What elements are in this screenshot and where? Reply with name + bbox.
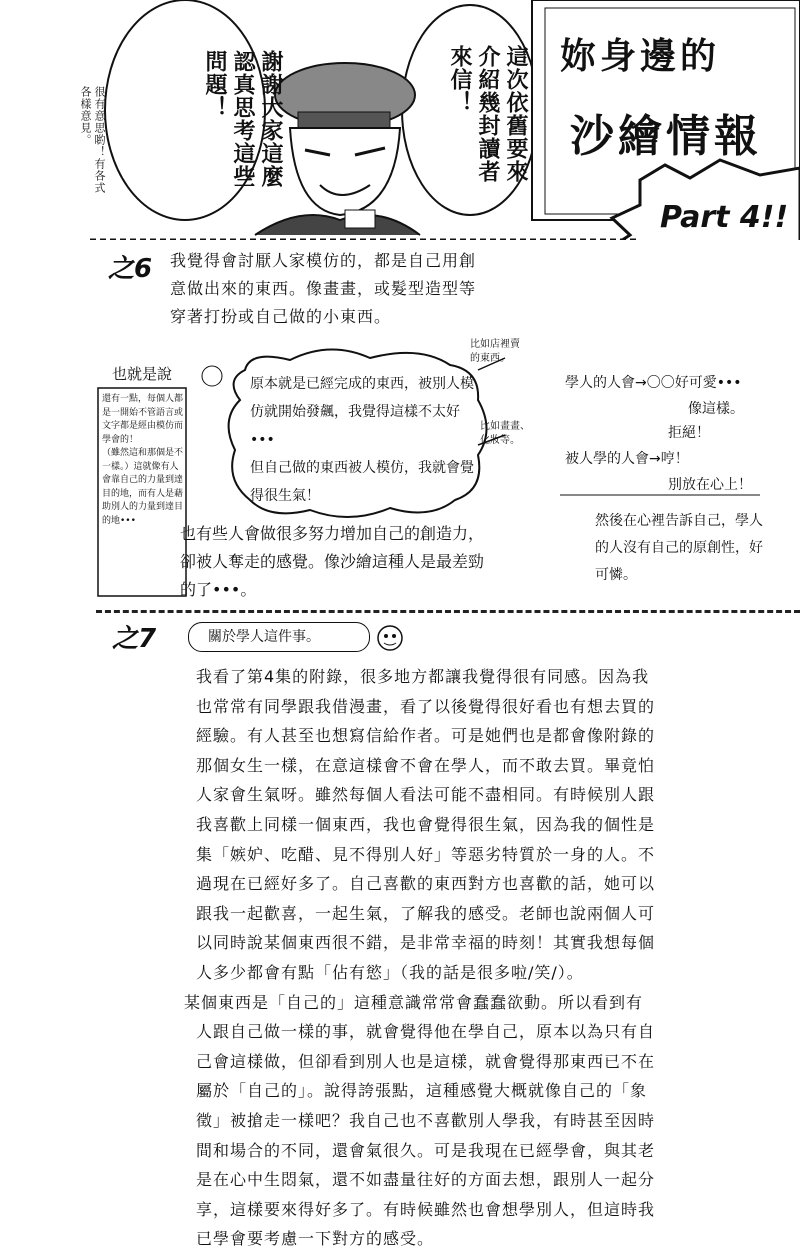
paragraph-line: 集「嫉妒、吃醋、見不得別人好」等惡劣特質於一身的人。不 [196, 844, 656, 864]
note-mid: 比如畫畫、化妝等。 [480, 421, 530, 446]
paragraph-line: 以同時說某個東西很不錯，是非常幸福的時刻！其實我想每個 [196, 933, 656, 953]
paragraph-line: 我喜歡上同樣一個東西，我也會覺得很生氣，因為我的個性是 [196, 814, 656, 834]
paragraph-line: 間和場合的不同，還會氣很久。可是我現在已經學會，與其老 [196, 1140, 656, 1160]
paragraph-line: 已學會要考慮一下對方的感受。 [196, 1229, 435, 1249]
right-line5: 別放在心上！ [668, 477, 752, 493]
bubble-right-text: 這次依舊要來介紹幾封讀者來信！ [447, 45, 528, 183]
section6-bottom: 也有些人會做很多努力增加自己的創造力，卻被人奪走的感覺。像沙繪這種人是最差勁的了•••。 [180, 524, 485, 599]
paragraph-line: 屬於「自己的」。說得誇張點，這種感覺大概就像自己的「象 [196, 1081, 648, 1101]
right-line2: 像這樣。 [688, 401, 744, 417]
monkey-icon [372, 618, 408, 654]
side-note: 很有意思喲！有各式各樣意見。 [79, 86, 106, 194]
title-line2: 沙繪情報 [570, 111, 762, 162]
paragraph-line: 那個女生一樣，在意這樣會不會在學人，而不敢去買。畢竟怕 [196, 755, 656, 775]
paragraph-line: 是在心中生悶氣，還不如盡量往好的方面去想，跟別人一起分 [196, 1170, 656, 1190]
section6-intro: 我覺得會討厭人家模仿的，都是自己用創意做出來的東西。像畫畫，或髮型造型等穿著打扮或自己做的小東西。 [170, 251, 477, 326]
cloud-text: 原本就是已經完成的東西，被別人模仿就開始發飆，我覺得這樣不太好••• 但自己做的東西被人模仿，我就會覺得很生氣！ [250, 376, 474, 504]
paragraph-line: 享，這樣要來得好多了。有時候雖然也會想學別人，但這時我 [196, 1199, 656, 1219]
paragraph-line: 跟我一起歡喜，一起生氣，了解我的感受。老師也說兩個人可 [196, 903, 656, 923]
left-box-text: 還有一點，每個人都是一開始不管語言或文字都是經由模仿而學會的！ （雖然這和那個是不一樣。）這就像有人會靠自己的力量到達目的地，而有人是藉助別人的力量到達目的地••• [102, 394, 184, 526]
note-top: 比如店裡賣的東西。 [470, 339, 520, 364]
paragraph-line: 人家會生氣呀。雖然每個人看法可能不盡相同。有時候別人跟 [196, 785, 656, 805]
right-line3: 拒絕！ [668, 425, 710, 441]
right-line4: 被人學的人會→哼！ [565, 451, 689, 467]
section7-label: 之7 [112, 624, 157, 654]
bubble-left-text: 謝謝大家這麼認真思考這些問題！ [202, 50, 283, 188]
paragraph-line: 人多少都會有點「佔有慾」（我的話是很多啦/笑/）。 [196, 962, 584, 982]
paragraph-line: 己會這樣做，但卻看到別人也是這樣，就會覺得那東西已不在 [196, 1051, 656, 1071]
section-divider [96, 610, 800, 613]
paragraph-line: 我看了第4集的附錄，很多地方都讓我覺得很有同感。因為我 [196, 667, 650, 686]
section7-tag: 關於學人這件事。 [208, 629, 320, 645]
paragraph-line: 徵」被搶走一樣吧？我自己也不喜歡別人學我，有時甚至因時 [196, 1110, 656, 1130]
paragraph-line: 經驗。有人甚至也想寫信給作者。可是她們也是都會像附錄的 [196, 726, 656, 746]
paragraph-line: 某個東西是「自己的」這種意識常常會蠢蠢欲動。所以看到有 [184, 992, 644, 1012]
also-label: 也就是說 [112, 365, 173, 383]
title-line1: 妳身邊的 [560, 36, 721, 77]
right-line1: 學人的人會→〇〇好可愛••• [565, 375, 742, 391]
paragraph-line: 也常常有同學跟我借漫畫，看了以後覺得很好看也有想去買的 [196, 696, 656, 716]
part-label: Part 4!! [660, 200, 789, 235]
paragraph-line: 人跟自己做一樣的事，就會覺得他在學自己，原本以為只有自 [196, 1022, 656, 1042]
right-box-text: 然後在心裡告訴自己，學人的人沒有自己的原創性，好可憐。 [595, 513, 763, 583]
section6-label: 之6 [108, 254, 153, 284]
section7-paragraph [184, 662, 796, 1254]
paragraph-line: 過現在已經好多了。自己喜歡的東西對方也喜歡的話，她可以 [196, 874, 656, 894]
